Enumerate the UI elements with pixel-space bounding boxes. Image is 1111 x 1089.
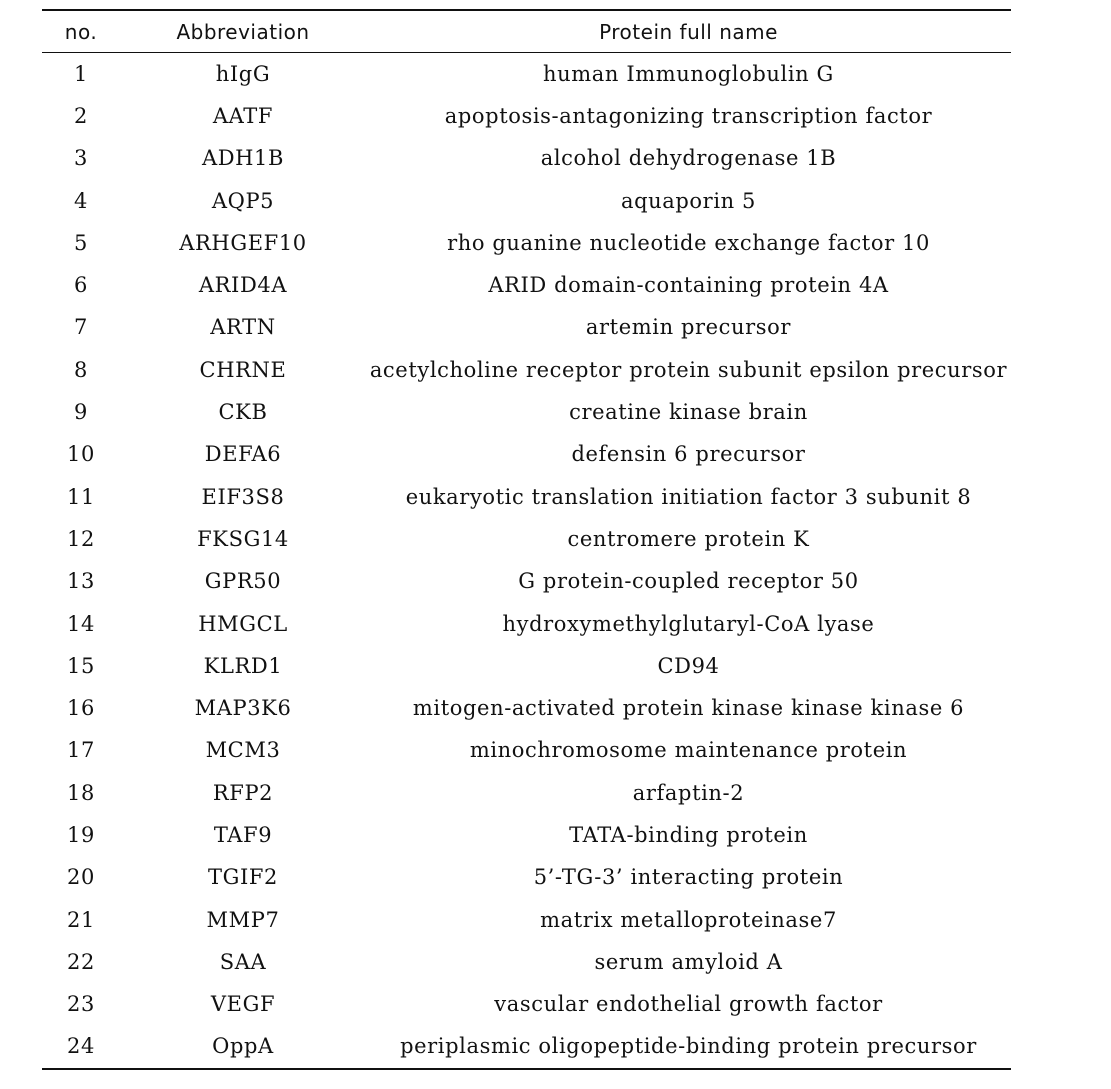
table-row	[42, 814, 1011, 856]
cell-abbreviation: RFP2	[212, 780, 274, 805]
cell-full-name: hydroxymethylglutaryl-CoA lyase	[502, 611, 875, 636]
table-row	[42, 138, 1011, 180]
cell-abbreviation: TAF9	[213, 822, 273, 847]
table-row	[42, 730, 1011, 772]
cell-no: 10	[67, 442, 95, 467]
cell-no: 14	[67, 611, 95, 636]
cell-abbreviation: CKB	[218, 400, 268, 425]
table-row	[42, 434, 1011, 476]
cell-no: 1	[74, 61, 88, 86]
cell-full-name: arfaptin-2	[632, 780, 745, 805]
cell-no: 20	[67, 865, 95, 890]
table-row	[42, 307, 1011, 349]
protein-table-container	[42, 9, 1011, 1070]
cell-abbreviation: CHRNE	[199, 357, 287, 382]
cell-abbreviation: OppA	[212, 1034, 274, 1059]
cell-abbreviation: TGIF2	[207, 865, 278, 890]
cell-no: 7	[74, 315, 88, 340]
cell-full-name: minochromosome maintenance protein	[469, 738, 908, 763]
cell-no: 3	[74, 146, 88, 171]
cell-no: 22	[67, 949, 95, 974]
cell-no: 18	[67, 780, 95, 805]
cell-full-name: CD94	[657, 653, 720, 678]
cell-full-name: alcohol dehydrogenase 1B	[540, 146, 837, 171]
table-row	[42, 391, 1011, 433]
cell-no: 4	[74, 188, 88, 213]
cell-full-name: aquaporin 5	[620, 188, 756, 213]
table-row	[42, 984, 1011, 1026]
cell-abbreviation: MCM3	[205, 738, 281, 763]
table-row	[42, 603, 1011, 645]
table-row	[42, 222, 1011, 264]
cell-full-name: defensin 6 precursor	[571, 442, 806, 467]
cell-full-name: rho guanine nucleotide exchange factor 10	[447, 230, 930, 255]
cell-no: 8	[74, 357, 88, 382]
cell-abbreviation: ARHGEF10	[179, 230, 307, 255]
header-row	[42, 10, 1011, 53]
header-full-name: Protein full name	[599, 19, 778, 44]
table-row	[42, 857, 1011, 899]
cell-no: 24	[67, 1034, 95, 1059]
cell-full-name: artemin precursor	[585, 315, 792, 340]
cell-abbreviation: KLRD1	[203, 653, 283, 678]
cell-abbreviation: ADH1B	[201, 146, 285, 171]
cell-full-name: 5’-TG-3’ interacting protein	[533, 865, 844, 890]
header-abbreviation: Abbreviation	[176, 19, 310, 44]
cell-full-name: serum amyloid A	[594, 949, 783, 974]
cell-full-name: apoptosis-antagonizing transcription factor	[444, 103, 933, 128]
cell-abbreviation: AATF	[212, 103, 274, 128]
cell-abbreviation: HMGCL	[198, 611, 288, 636]
cell-no: 5	[74, 230, 88, 255]
cell-abbreviation: ARID4A	[198, 273, 288, 298]
cell-no: 6	[74, 273, 88, 298]
cell-no: 17	[67, 738, 95, 763]
table-row	[42, 53, 1011, 96]
table-row	[42, 476, 1011, 518]
cell-full-name: acetylcholine receptor protein subunit epsilon precursor	[369, 357, 1008, 382]
cell-full-name: creatine kinase brain	[569, 400, 808, 425]
header-no: no.	[64, 19, 98, 44]
cell-no: 19	[67, 822, 95, 847]
cell-abbreviation: MMP7	[206, 907, 280, 932]
cell-no: 12	[67, 526, 95, 551]
cell-abbreviation: FKSG14	[197, 526, 289, 551]
cell-abbreviation: SAA	[219, 949, 267, 974]
cell-abbreviation: MAP3K6	[194, 696, 292, 721]
cell-abbreviation: EIF3S8	[201, 484, 285, 509]
cell-no: 15	[67, 653, 95, 678]
table-row	[42, 645, 1011, 687]
cell-full-name: G protein-coupled receptor 50	[518, 569, 859, 594]
protein-table	[42, 9, 1011, 1070]
table-header	[42, 10, 1011, 53]
cell-full-name: matrix metalloproteinase7	[540, 907, 837, 932]
cell-no: 9	[74, 400, 88, 425]
cell-abbreviation: AQP5	[211, 188, 275, 213]
cell-abbreviation: DEFA6	[204, 442, 282, 467]
cell-full-name: vascular endothelial growth factor	[494, 992, 883, 1017]
table-row	[42, 941, 1011, 983]
cell-no: 16	[67, 696, 95, 721]
table-row	[42, 349, 1011, 391]
table-row	[42, 687, 1011, 729]
cell-abbreviation: VEGF	[210, 992, 276, 1017]
table-row	[42, 518, 1011, 560]
cell-full-name: ARID domain-containing protein 4A	[488, 273, 889, 298]
table-row	[42, 264, 1011, 306]
cell-full-name: mitogen-activated protein kinase kinase kinase 6	[412, 696, 965, 721]
cell-no: 13	[67, 569, 95, 594]
cell-abbreviation: hIgG	[215, 61, 271, 86]
table-row	[42, 772, 1011, 814]
table-row	[42, 180, 1011, 222]
table-row	[42, 899, 1011, 941]
table-row	[42, 561, 1011, 603]
table-body	[42, 53, 1011, 1070]
table-row	[42, 95, 1011, 137]
cell-no: 23	[67, 992, 95, 1017]
cell-abbreviation: ARTN	[210, 315, 276, 340]
cell-full-name: centromere protein K	[567, 526, 810, 551]
cell-abbreviation: GPR50	[204, 569, 282, 594]
cell-no: 2	[74, 103, 88, 128]
cell-full-name: periplasmic oligopeptide-binding protein precursor	[400, 1034, 977, 1059]
cell-full-name: eukaryotic translation initiation factor 3 subunit 8	[405, 484, 972, 509]
table-row	[42, 1026, 1011, 1069]
cell-full-name: TATA-binding protein	[569, 822, 808, 847]
cell-full-name: human Immunoglobulin G	[543, 61, 834, 86]
cell-no: 11	[67, 484, 95, 509]
cell-no: 21	[67, 907, 95, 932]
